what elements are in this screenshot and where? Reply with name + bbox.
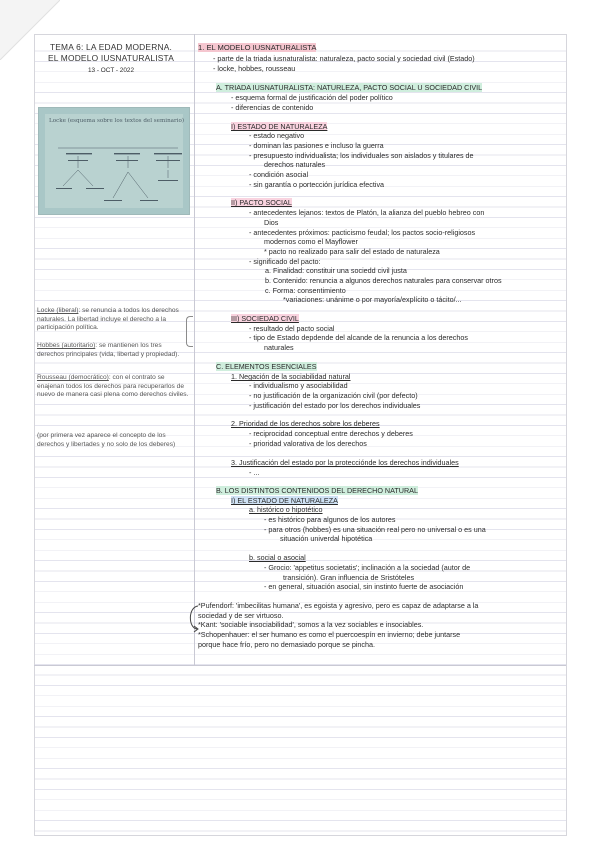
c3-heading-text: 3. Justificación del estado por la protecciónde los derechos individuales xyxy=(231,458,459,467)
ii-line2: - antecedentes próximos: pacticismo feudal; los pactos socio-religiosos xyxy=(249,228,476,237)
ba-line1: - es histórico para algunos de los autores xyxy=(264,515,396,524)
c2-heading-text: 2. Prioridad de los derechos sobre los deberes xyxy=(231,419,380,428)
locke-note xyxy=(37,307,189,333)
topic-title-line1: TEMA 6: LA EDAD MODERNA. xyxy=(49,42,173,52)
footer-divider xyxy=(34,665,566,666)
bb-line1: - Grocio: 'appetitus societatis'; inclinación a la sociedad (autor de xyxy=(264,563,471,572)
bb-heading xyxy=(249,553,306,562)
rights-concept-note: (por primera vez aparece el concepto de los derechos y libertades y no solo de los deberes) xyxy=(37,432,176,448)
c1-line3: - justificación del estado por los derechos individuales xyxy=(249,401,421,410)
rousseau-note-text: : con el contrato se enajenan todos los derechos para recuperarlos de nuevo de manera casi plena como derechos civiles. xyxy=(37,374,189,399)
photo-caption: Locke (esquema sobre los textos del seminario) xyxy=(49,118,185,124)
c2-heading xyxy=(231,419,380,428)
i-line2: - dominan las pasiones e incluso la guerra xyxy=(249,141,384,150)
ba-line2b: situación univerdal hipotética xyxy=(280,534,373,543)
ii-line2b: modernos como el Mayflower xyxy=(264,237,358,246)
ii-line1b: Dios xyxy=(264,218,279,227)
ii-item-c: c. Forma: consentimiento xyxy=(265,286,346,295)
s1-line2: - locke, hobbes, rousseau xyxy=(213,64,296,73)
ii-line2c: * pacto no realizado para salir del estado de naturaleza xyxy=(264,247,440,256)
bb-heading-text: b. social o asocial xyxy=(249,553,306,562)
ba-heading xyxy=(249,505,323,514)
section-a-heading xyxy=(216,83,482,92)
ii-item-c2: *variaciones: unánime o por mayoría/explícito o tácito/... xyxy=(283,295,462,304)
ba-heading-text: a. histórico o hipotético xyxy=(249,505,323,514)
bb-line2: - en general, situación asocial, sin instinto fuerte de asociación xyxy=(264,582,464,591)
section-b-heading-text: B. LOS DISTINTOS CONTENIDOS DEL DERECHO NATURAL xyxy=(216,486,418,495)
a-line1: - esquema formal de justificación del poder político xyxy=(231,93,393,102)
c1-heading xyxy=(231,372,350,381)
i-heading-text: I) ESTADO DE NATURALEZA xyxy=(231,122,328,131)
s1-heading xyxy=(198,43,316,52)
iii-line1: - resultado del pacto social xyxy=(249,324,335,333)
topic-date: 13 - OCT - 2022 xyxy=(87,67,135,74)
hobbes-note xyxy=(37,342,189,359)
ii-heading xyxy=(231,198,292,207)
topic-title-line2: EL MODELO IUSNATURALISTA xyxy=(47,53,175,63)
ii-item-a: a. Finalidad: constituir una sociedd civil justa xyxy=(265,266,407,275)
section-c-heading xyxy=(216,362,317,371)
ii-heading-text: II) PACTO SOCIAL xyxy=(231,198,292,207)
c1-line1: - individualismo y asociabilidad xyxy=(249,381,348,390)
c1-line2: - no justificación de la organización civil (por defecto) xyxy=(249,391,418,400)
sidebar-bracket xyxy=(186,316,193,347)
i-line3: - presupuesto individualista; los individuales son aislados y titulares de xyxy=(249,151,474,160)
scheme-sketch xyxy=(48,120,188,212)
quote-kant: *Kant: 'sociable insociabilidad', somos a la vez sociables e insociables. xyxy=(198,620,424,629)
section-c-heading-text: C. ELEMENTOS ESENCIALES xyxy=(216,362,317,371)
a-line2: - diferencias de contenido xyxy=(231,103,314,112)
c3-heading xyxy=(231,458,459,467)
ii-line1: - antecedentes lejanos: textos de Platón, la alianza del pueblo hebreo con xyxy=(249,208,485,217)
i-line5: - sin garantía o portección jurídica efectiva xyxy=(249,180,385,189)
hobbes-note-text: : se mantienen los tres derechos principales (vida, libertad y propiedad). xyxy=(37,342,180,358)
s1-line1: - parte de la triada iusnaturalista: naturaleza, pacto social y sociedad civil (Estado) xyxy=(213,54,475,63)
quote-pufendorf-cont: sociedad y de ser virtuoso. xyxy=(198,611,284,620)
ii-line3: - significado del pacto: xyxy=(249,257,321,266)
rousseau-note xyxy=(37,374,189,400)
s1-heading-text: 1. EL MODELO IUSNATURALISTA xyxy=(198,43,317,52)
section-b-heading xyxy=(216,486,418,495)
hobbes-note-label: Hobbes (autoritario) xyxy=(37,342,96,349)
locke-scheme-photo xyxy=(38,107,190,215)
section-a-heading-text: A. TRIADA IUSNATURALISTA: NATURLEZA, PACTO SOCIAL U SOCIEDAD CIVIL xyxy=(216,83,483,92)
c2-line2: - prioridad valorativa de los derechos xyxy=(249,439,367,448)
bi-heading-text: I) EL ESTADO DE NATURALEZA xyxy=(231,496,338,505)
quote-schopenhauer-cont: porque hace frío, pero no demasiado porque se pincha. xyxy=(198,640,376,649)
c2-line1: - reciprocidad conceptual entre derechos y deberes xyxy=(249,429,413,438)
locke-note-label: Locke (liberal) xyxy=(37,307,79,314)
iii-heading xyxy=(231,314,299,323)
i-heading xyxy=(231,122,327,131)
c1-heading-text: 1. Negación de la sociabilidad natural xyxy=(231,372,351,381)
iii-heading-text: III) SOCIEDAD CIVIL xyxy=(231,314,299,323)
i-line1: - estado negativo xyxy=(249,131,305,140)
bi-heading xyxy=(231,496,338,505)
iii-line2b: naturales xyxy=(264,343,294,352)
locke-note-text: : se renuncia a todos los derechos naturales. La libertad incluye el derecho a la participación política. xyxy=(37,307,179,332)
ba-line2: - para otros (hobbes) es una situación real pero no universal o es una xyxy=(264,525,486,534)
c3-line1: - ... xyxy=(249,468,260,477)
quote-pufendorf: *Pufendorf: 'imbecilitas humana', es egoista y agresivo, pero es capaz de adaptarse a la xyxy=(198,601,479,610)
i-line3b: derechos naturales xyxy=(264,160,326,169)
rousseau-note-label: Rousseau (democrático) xyxy=(37,374,109,381)
bb-line1b: transición). Gran influencia de Sristóteles xyxy=(283,573,415,582)
iii-line2: - tipo de Estado depdende del alcande de la renuncia a los derechos xyxy=(249,333,468,342)
i-line4: - condición asocial xyxy=(249,170,309,179)
ii-item-b: b. Contenido: renuncia a algunos derechos naturales para conservar otros xyxy=(265,276,502,285)
quote-schopenhauer: *Schopenhauer: el ser humano es como el puercoespín en invierno; debe juntarse xyxy=(198,630,461,639)
margin-divider xyxy=(194,34,195,666)
